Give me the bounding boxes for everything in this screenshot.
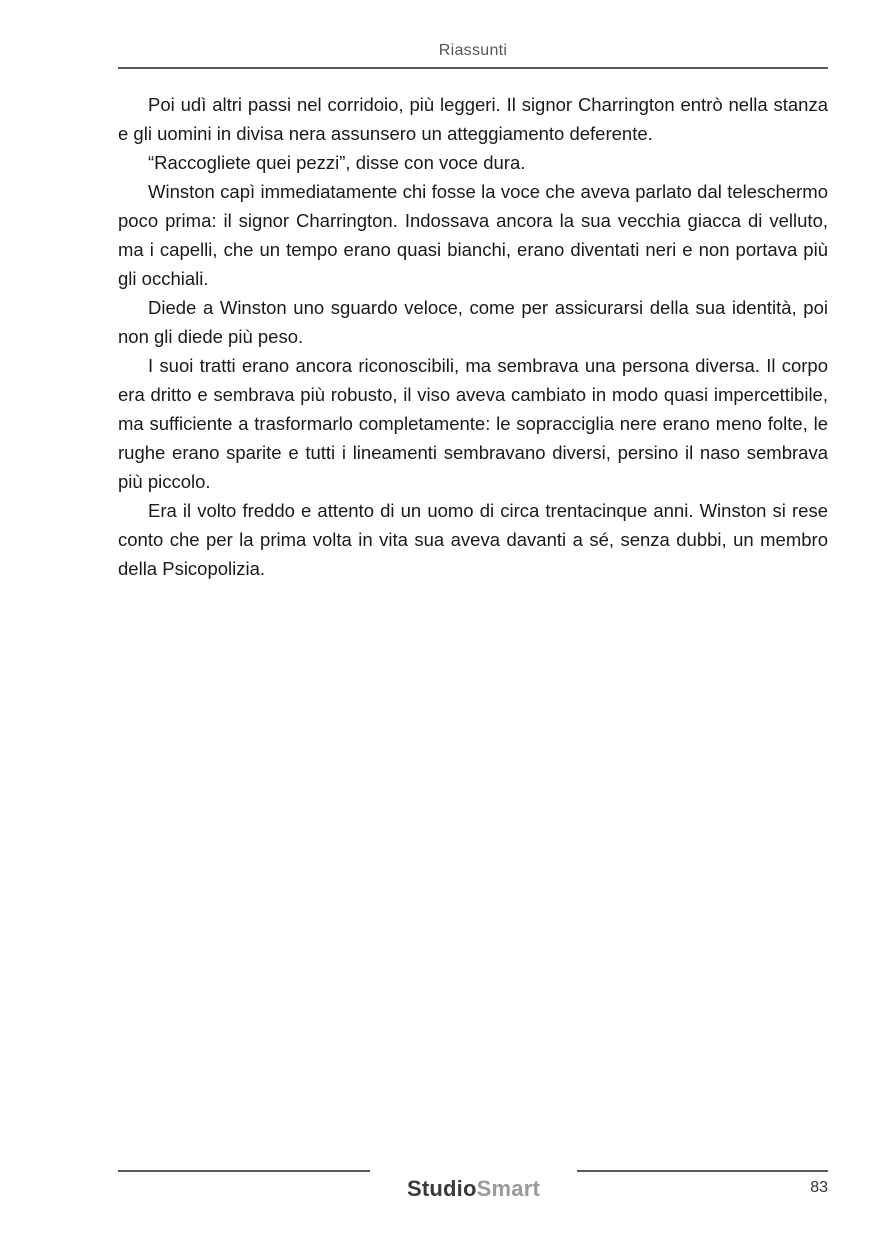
brand-logo-part-studio: Studio — [407, 1176, 477, 1201]
brand-logo — [370, 1176, 577, 1202]
paragraph: Winston capì immediatamente chi fosse la voce che aveva parlato dal teleschermo poco prima: il signor Charrington. Indossava ancora la sua vecchia giacca di velluto, ma i capelli, che un tempo erano quasi bianchi, erano diventati neri e non portava più gli occhiali. — [118, 181, 828, 289]
paragraph: Era il volto freddo e attento di un uomo di circa trentacinque anni. Winston si rese conto che per la prima volta in vita sua aveva davanti a sé, senza dubbi, un membro della Psicopolizia. — [118, 500, 828, 579]
footer-rule-right — [577, 1170, 828, 1172]
page-number: 83 — [810, 1179, 828, 1196]
header-rule — [118, 67, 828, 69]
paragraph: Diede a Winston uno sguardo veloce, come per assicurarsi della sua identità, poi non gli diede più peso. — [118, 297, 828, 347]
footer-rule-left — [118, 1170, 370, 1172]
brand-logo-part-smart: Smart — [476, 1176, 540, 1201]
paragraph: “Raccogliete quei pezzi”, disse con voce dura. — [148, 152, 526, 173]
paragraph: I suoi tratti erano ancora riconoscibili, ma sembrava una persona diversa. Il corpo era dritto e sembrava più robusto, il viso aveva cambiato in modo quasi impercettibile, ma sufficiente a trasformarlo completamente: le sopracciglia nere erano meno folte, le rughe erano sparite e tutti i lineamenti sembravano diversi, persino il naso sembrava più piccolo. — [118, 355, 828, 492]
paragraph: Poi udì altri passi nel corridoio, più leggeri. Il signor Charrington entrò nella stanza e gli uomini in divisa nera assunsero un atteggiamento deferente. — [118, 94, 828, 144]
body-text — [118, 90, 828, 583]
running-header: Riassunti — [438, 42, 508, 59]
